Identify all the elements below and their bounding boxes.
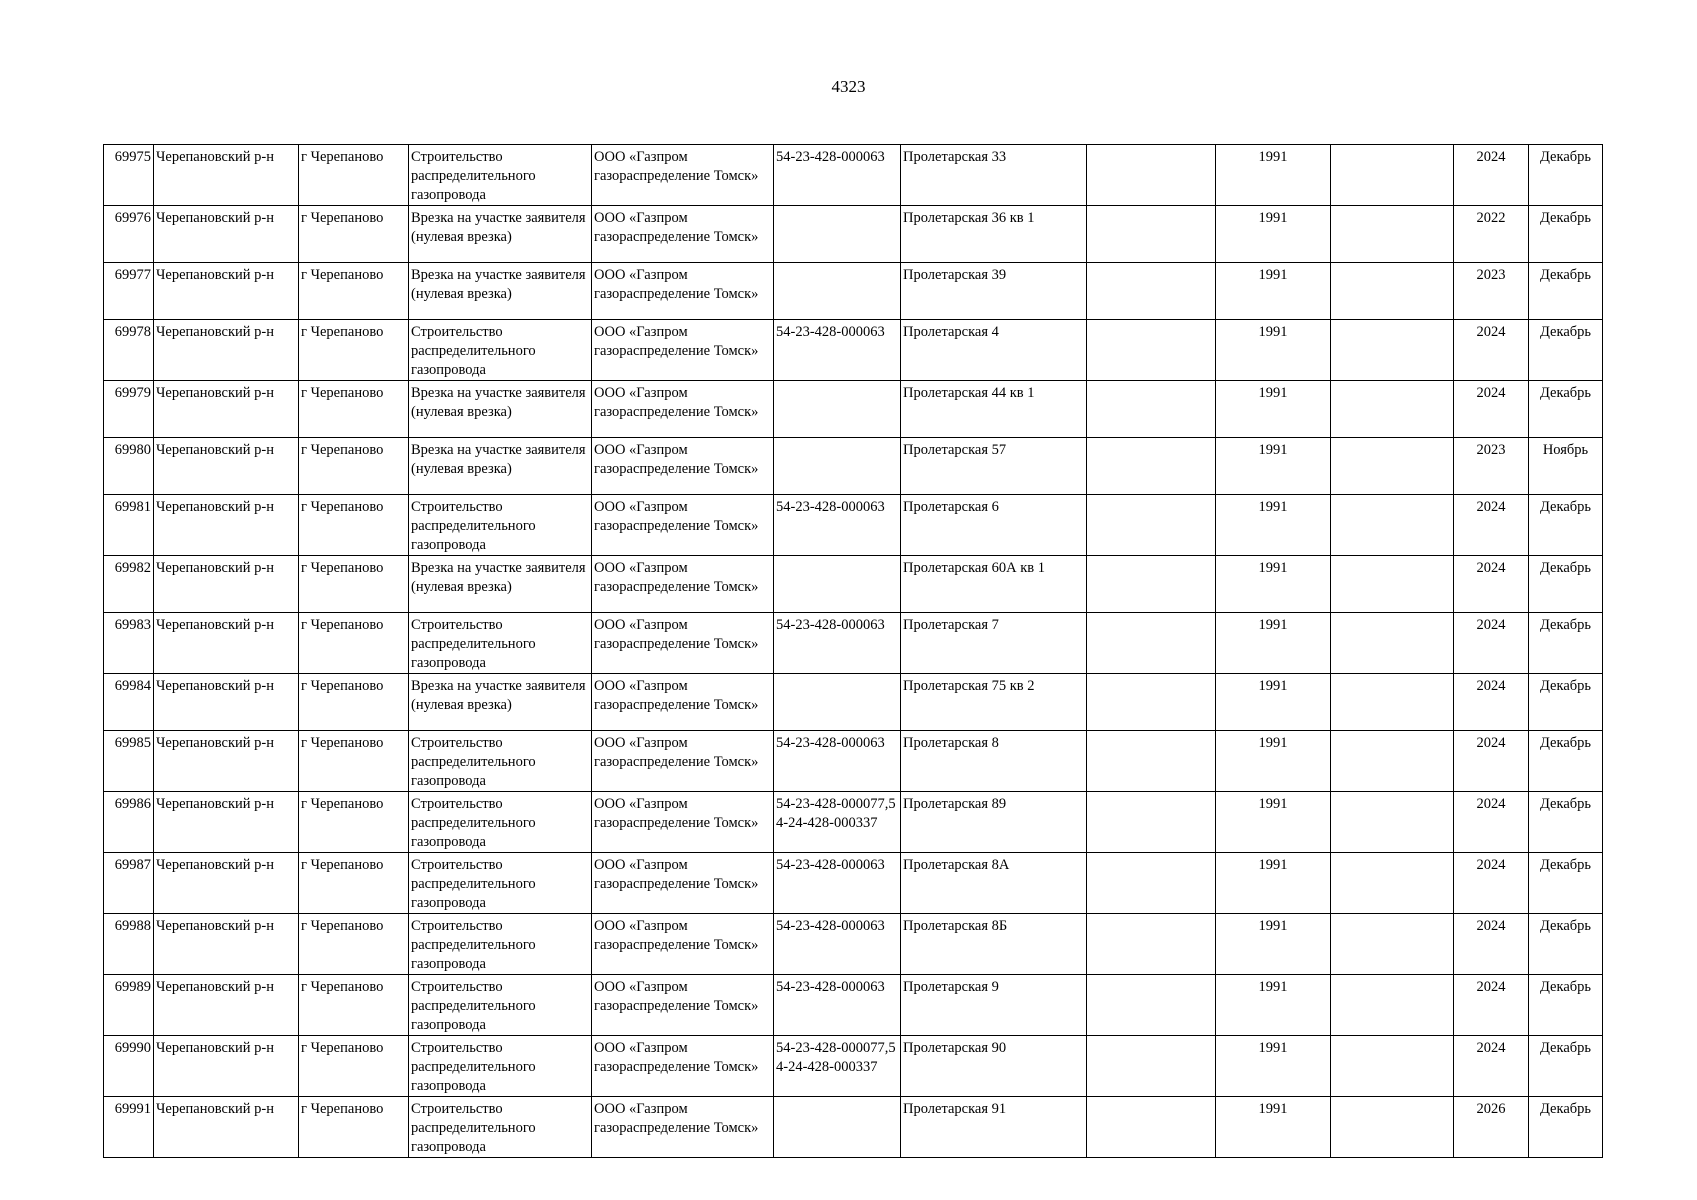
cell-id: 69978 <box>104 320 154 381</box>
cell-organization: ООО «Газпром газораспределение Томск» <box>592 263 774 320</box>
cell-settlement: г Черепаново <box>299 914 409 975</box>
cell-district: Черепановский р-н <box>154 914 299 975</box>
cell-year-built: 1991 <box>1216 1097 1331 1158</box>
cell-work-type: Врезка на участке заявителя (нулевая врезка) <box>409 263 592 320</box>
cell-work-type: Строительство распределительного газопровода <box>409 853 592 914</box>
table-row <box>104 320 1603 381</box>
cell-settlement: г Черепаново <box>299 1097 409 1158</box>
cell-id: 69983 <box>104 613 154 674</box>
cell-district: Черепановский р-н <box>154 495 299 556</box>
cell-empty-8 <box>1087 975 1216 1036</box>
table-row <box>104 495 1603 556</box>
cell-plan-month: Декабрь <box>1529 206 1603 263</box>
cell-cadastral-code: 54-23-428-000063 <box>774 613 901 674</box>
cell-plan-year: 2024 <box>1454 731 1529 792</box>
cell-year-built: 1991 <box>1216 613 1331 674</box>
cell-work-type: Строительство распределительного газопровода <box>409 975 592 1036</box>
table-row <box>104 381 1603 438</box>
cell-empty-10 <box>1331 674 1454 731</box>
cell-settlement: г Черепаново <box>299 145 409 206</box>
cell-plan-year: 2026 <box>1454 1097 1529 1158</box>
cell-work-type: Врезка на участке заявителя (нулевая врезка) <box>409 206 592 263</box>
cell-empty-10 <box>1331 145 1454 206</box>
cell-cadastral-code <box>774 438 901 495</box>
cell-plan-month: Декабрь <box>1529 381 1603 438</box>
cell-plan-year: 2024 <box>1454 674 1529 731</box>
cell-year-built: 1991 <box>1216 975 1331 1036</box>
cell-id: 69990 <box>104 1036 154 1097</box>
cell-settlement: г Черепаново <box>299 381 409 438</box>
cell-empty-8 <box>1087 556 1216 613</box>
cell-empty-10 <box>1331 556 1454 613</box>
cell-plan-year: 2024 <box>1454 381 1529 438</box>
cell-empty-10 <box>1331 263 1454 320</box>
cell-organization: ООО «Газпром газораспределение Томск» <box>592 613 774 674</box>
cell-id: 69988 <box>104 914 154 975</box>
table-row <box>104 556 1603 613</box>
cell-plan-month: Декабрь <box>1529 263 1603 320</box>
cell-plan-year: 2024 <box>1454 1036 1529 1097</box>
table-row <box>104 975 1603 1036</box>
cell-plan-year: 2024 <box>1454 556 1529 613</box>
cell-cadastral-code: 54-23-428-000063 <box>774 145 901 206</box>
cell-address: Пролетарская 91 <box>901 1097 1087 1158</box>
cell-district: Черепановский р-н <box>154 674 299 731</box>
cell-work-type: Врезка на участке заявителя (нулевая врезка) <box>409 438 592 495</box>
cell-organization: ООО «Газпром газораспределение Томск» <box>592 495 774 556</box>
cell-district: Черепановский р-н <box>154 320 299 381</box>
cell-year-built: 1991 <box>1216 381 1331 438</box>
cell-plan-year: 2024 <box>1454 914 1529 975</box>
cell-settlement: г Черепаново <box>299 495 409 556</box>
cell-plan-month: Декабрь <box>1529 914 1603 975</box>
cell-empty-10 <box>1331 853 1454 914</box>
cell-year-built: 1991 <box>1216 320 1331 381</box>
cell-empty-8 <box>1087 495 1216 556</box>
cell-year-built: 1991 <box>1216 674 1331 731</box>
table-row <box>104 853 1603 914</box>
cell-address: Пролетарская 33 <box>901 145 1087 206</box>
cell-organization: ООО «Газпром газораспределение Томск» <box>592 438 774 495</box>
cell-empty-10 <box>1331 495 1454 556</box>
cell-work-type: Врезка на участке заявителя (нулевая врезка) <box>409 674 592 731</box>
cell-address: Пролетарская 89 <box>901 792 1087 853</box>
cell-plan-year: 2023 <box>1454 263 1529 320</box>
cell-cadastral-code: 54-23-428-000063 <box>774 731 901 792</box>
cell-empty-8 <box>1087 853 1216 914</box>
cell-id: 69982 <box>104 556 154 613</box>
cell-empty-8 <box>1087 1036 1216 1097</box>
cell-cadastral-code: 54-23-428-000063 <box>774 495 901 556</box>
cell-cadastral-code: 54-23-428-000077,54-24-428-000337 <box>774 1036 901 1097</box>
cell-empty-10 <box>1331 1097 1454 1158</box>
cell-work-type: Строительство распределительного газопровода <box>409 320 592 381</box>
registry-table <box>103 144 1603 1158</box>
cell-work-type: Врезка на участке заявителя (нулевая врезка) <box>409 556 592 613</box>
cell-empty-10 <box>1331 381 1454 438</box>
cell-plan-month: Декабрь <box>1529 1036 1603 1097</box>
cell-empty-10 <box>1331 320 1454 381</box>
cell-plan-year: 2024 <box>1454 320 1529 381</box>
cell-district: Черепановский р-н <box>154 438 299 495</box>
cell-address: Пролетарская 90 <box>901 1036 1087 1097</box>
cell-organization: ООО «Газпром газораспределение Томск» <box>592 914 774 975</box>
cell-organization: ООО «Газпром газораспределение Томск» <box>592 792 774 853</box>
cell-empty-10 <box>1331 613 1454 674</box>
cell-year-built: 1991 <box>1216 263 1331 320</box>
cell-cadastral-code <box>774 381 901 438</box>
cell-address: Пролетарская 44 кв 1 <box>901 381 1087 438</box>
cell-empty-10 <box>1331 438 1454 495</box>
cell-plan-month: Декабрь <box>1529 731 1603 792</box>
cell-cadastral-code <box>774 206 901 263</box>
cell-address: Пролетарская 7 <box>901 613 1087 674</box>
cell-district: Черепановский р-н <box>154 1097 299 1158</box>
cell-settlement: г Черепаново <box>299 556 409 613</box>
page-number: 4323 <box>831 77 866 96</box>
cell-district: Черепановский р-н <box>154 145 299 206</box>
cell-district: Черепановский р-н <box>154 792 299 853</box>
cell-year-built: 1991 <box>1216 438 1331 495</box>
cell-id: 69986 <box>104 792 154 853</box>
table-row <box>104 674 1603 731</box>
cell-address: Пролетарская 57 <box>901 438 1087 495</box>
cell-district: Черепановский р-н <box>154 381 299 438</box>
table-row <box>104 206 1603 263</box>
cell-year-built: 1991 <box>1216 495 1331 556</box>
cell-work-type: Строительство распределительного газопровода <box>409 145 592 206</box>
cell-work-type: Строительство распределительного газопровода <box>409 613 592 674</box>
cell-id: 69981 <box>104 495 154 556</box>
cell-plan-month: Декабрь <box>1529 556 1603 613</box>
cell-plan-year: 2024 <box>1454 853 1529 914</box>
table-row <box>104 438 1603 495</box>
cell-year-built: 1991 <box>1216 731 1331 792</box>
cell-organization: ООО «Газпром газораспределение Томск» <box>592 853 774 914</box>
cell-empty-8 <box>1087 381 1216 438</box>
cell-settlement: г Черепаново <box>299 438 409 495</box>
cell-work-type: Строительство распределительного газопровода <box>409 914 592 975</box>
cell-year-built: 1991 <box>1216 206 1331 263</box>
cell-district: Черепановский р-н <box>154 556 299 613</box>
cell-organization: ООО «Газпром газораспределение Томск» <box>592 975 774 1036</box>
cell-id: 69976 <box>104 206 154 263</box>
cell-work-type: Строительство распределительного газопровода <box>409 495 592 556</box>
cell-id: 69991 <box>104 1097 154 1158</box>
cell-plan-year: 2024 <box>1454 792 1529 853</box>
cell-plan-month: Декабрь <box>1529 613 1603 674</box>
cell-district: Черепановский р-н <box>154 613 299 674</box>
cell-organization: ООО «Газпром газораспределение Томск» <box>592 206 774 263</box>
cell-settlement: г Черепаново <box>299 853 409 914</box>
cell-cadastral-code <box>774 556 901 613</box>
cell-empty-8 <box>1087 674 1216 731</box>
cell-id: 69987 <box>104 853 154 914</box>
cell-id: 69985 <box>104 731 154 792</box>
cell-year-built: 1991 <box>1216 792 1331 853</box>
cell-settlement: г Черепаново <box>299 320 409 381</box>
cell-address: Пролетарская 36 кв 1 <box>901 206 1087 263</box>
cell-work-type: Врезка на участке заявителя (нулевая врезка) <box>409 381 592 438</box>
cell-organization: ООО «Газпром газораспределение Томск» <box>592 556 774 613</box>
cell-cadastral-code: 54-23-428-000063 <box>774 975 901 1036</box>
cell-address: Пролетарская 60А кв 1 <box>901 556 1087 613</box>
cell-settlement: г Черепаново <box>299 975 409 1036</box>
cell-cadastral-code <box>774 1097 901 1158</box>
cell-plan-month: Декабрь <box>1529 792 1603 853</box>
cell-empty-8 <box>1087 320 1216 381</box>
cell-settlement: г Черепаново <box>299 1036 409 1097</box>
table-row <box>104 263 1603 320</box>
cell-empty-8 <box>1087 792 1216 853</box>
cell-plan-month: Декабрь <box>1529 320 1603 381</box>
cell-empty-10 <box>1331 731 1454 792</box>
cell-id: 69977 <box>104 263 154 320</box>
cell-year-built: 1991 <box>1216 1036 1331 1097</box>
cell-plan-year: 2024 <box>1454 975 1529 1036</box>
cell-district: Черепановский р-н <box>154 1036 299 1097</box>
table-row <box>104 792 1603 853</box>
cell-organization: ООО «Газпром газораспределение Томск» <box>592 381 774 438</box>
cell-cadastral-code: 54-23-428-000063 <box>774 320 901 381</box>
table-row <box>104 1097 1603 1158</box>
cell-plan-month: Декабрь <box>1529 495 1603 556</box>
cell-address: Пролетарская 75 кв 2 <box>901 674 1087 731</box>
cell-settlement: г Черепаново <box>299 731 409 792</box>
cell-id: 69989 <box>104 975 154 1036</box>
cell-year-built: 1991 <box>1216 914 1331 975</box>
cell-plan-year: 2024 <box>1454 613 1529 674</box>
cell-plan-year: 2024 <box>1454 495 1529 556</box>
cell-work-type: Строительство распределительного газопровода <box>409 792 592 853</box>
cell-address: Пролетарская 6 <box>901 495 1087 556</box>
cell-plan-year: 2022 <box>1454 206 1529 263</box>
cell-address: Пролетарская 39 <box>901 263 1087 320</box>
cell-year-built: 1991 <box>1216 556 1331 613</box>
cell-organization: ООО «Газпром газораспределение Томск» <box>592 320 774 381</box>
cell-organization: ООО «Газпром газораспределение Томск» <box>592 731 774 792</box>
cell-plan-month: Декабрь <box>1529 674 1603 731</box>
cell-organization: ООО «Газпром газораспределение Томск» <box>592 1097 774 1158</box>
cell-address: Пролетарская 8Б <box>901 914 1087 975</box>
cell-address: Пролетарская 4 <box>901 320 1087 381</box>
cell-organization: ООО «Газпром газораспределение Томск» <box>592 145 774 206</box>
cell-settlement: г Черепаново <box>299 206 409 263</box>
cell-empty-8 <box>1087 1097 1216 1158</box>
cell-id: 69975 <box>104 145 154 206</box>
cell-settlement: г Черепаново <box>299 792 409 853</box>
cell-plan-year: 2023 <box>1454 438 1529 495</box>
cell-year-built: 1991 <box>1216 853 1331 914</box>
cell-work-type: Строительство распределительного газопровода <box>409 731 592 792</box>
cell-cadastral-code: 54-23-428-000063 <box>774 853 901 914</box>
cell-district: Черепановский р-н <box>154 263 299 320</box>
cell-organization: ООО «Газпром газораспределение Томск» <box>592 1036 774 1097</box>
cell-district: Черепановский р-н <box>154 731 299 792</box>
cell-empty-8 <box>1087 914 1216 975</box>
cell-empty-10 <box>1331 914 1454 975</box>
cell-id: 69984 <box>104 674 154 731</box>
cell-empty-10 <box>1331 1036 1454 1097</box>
cell-plan-month: Декабрь <box>1529 145 1603 206</box>
cell-id: 69980 <box>104 438 154 495</box>
cell-organization: ООО «Газпром газораспределение Томск» <box>592 674 774 731</box>
cell-empty-10 <box>1331 206 1454 263</box>
cell-empty-10 <box>1331 975 1454 1036</box>
cell-empty-10 <box>1331 792 1454 853</box>
cell-id: 69979 <box>104 381 154 438</box>
cell-settlement: г Черепаново <box>299 674 409 731</box>
table-row <box>104 731 1603 792</box>
cell-address: Пролетарская 9 <box>901 975 1087 1036</box>
cell-cadastral-code <box>774 263 901 320</box>
table-body <box>104 145 1603 1158</box>
cell-cadastral-code: 54-23-428-000077,54-24-428-000337 <box>774 792 901 853</box>
cell-plan-year: 2024 <box>1454 145 1529 206</box>
table-row <box>104 914 1603 975</box>
cell-empty-8 <box>1087 263 1216 320</box>
cell-settlement: г Черепаново <box>299 263 409 320</box>
cell-settlement: г Черепаново <box>299 613 409 674</box>
table-row <box>104 1036 1603 1097</box>
cell-work-type: Строительство распределительного газопровода <box>409 1036 592 1097</box>
cell-plan-month: Ноябрь <box>1529 438 1603 495</box>
cell-empty-8 <box>1087 731 1216 792</box>
cell-cadastral-code: 54-23-428-000063 <box>774 914 901 975</box>
cell-empty-8 <box>1087 145 1216 206</box>
cell-empty-8 <box>1087 438 1216 495</box>
cell-year-built: 1991 <box>1216 145 1331 206</box>
cell-plan-month: Декабрь <box>1529 975 1603 1036</box>
cell-district: Черепановский р-н <box>154 975 299 1036</box>
table-row <box>104 145 1603 206</box>
cell-empty-8 <box>1087 613 1216 674</box>
cell-address: Пролетарская 8А <box>901 853 1087 914</box>
table-row <box>104 613 1603 674</box>
cell-empty-8 <box>1087 206 1216 263</box>
cell-cadastral-code <box>774 674 901 731</box>
cell-plan-month: Декабрь <box>1529 1097 1603 1158</box>
cell-address: Пролетарская 8 <box>901 731 1087 792</box>
cell-district: Черепановский р-н <box>154 853 299 914</box>
cell-work-type: Строительство распределительного газопровода <box>409 1097 592 1158</box>
cell-district: Черепановский р-н <box>154 206 299 263</box>
cell-plan-month: Декабрь <box>1529 853 1603 914</box>
